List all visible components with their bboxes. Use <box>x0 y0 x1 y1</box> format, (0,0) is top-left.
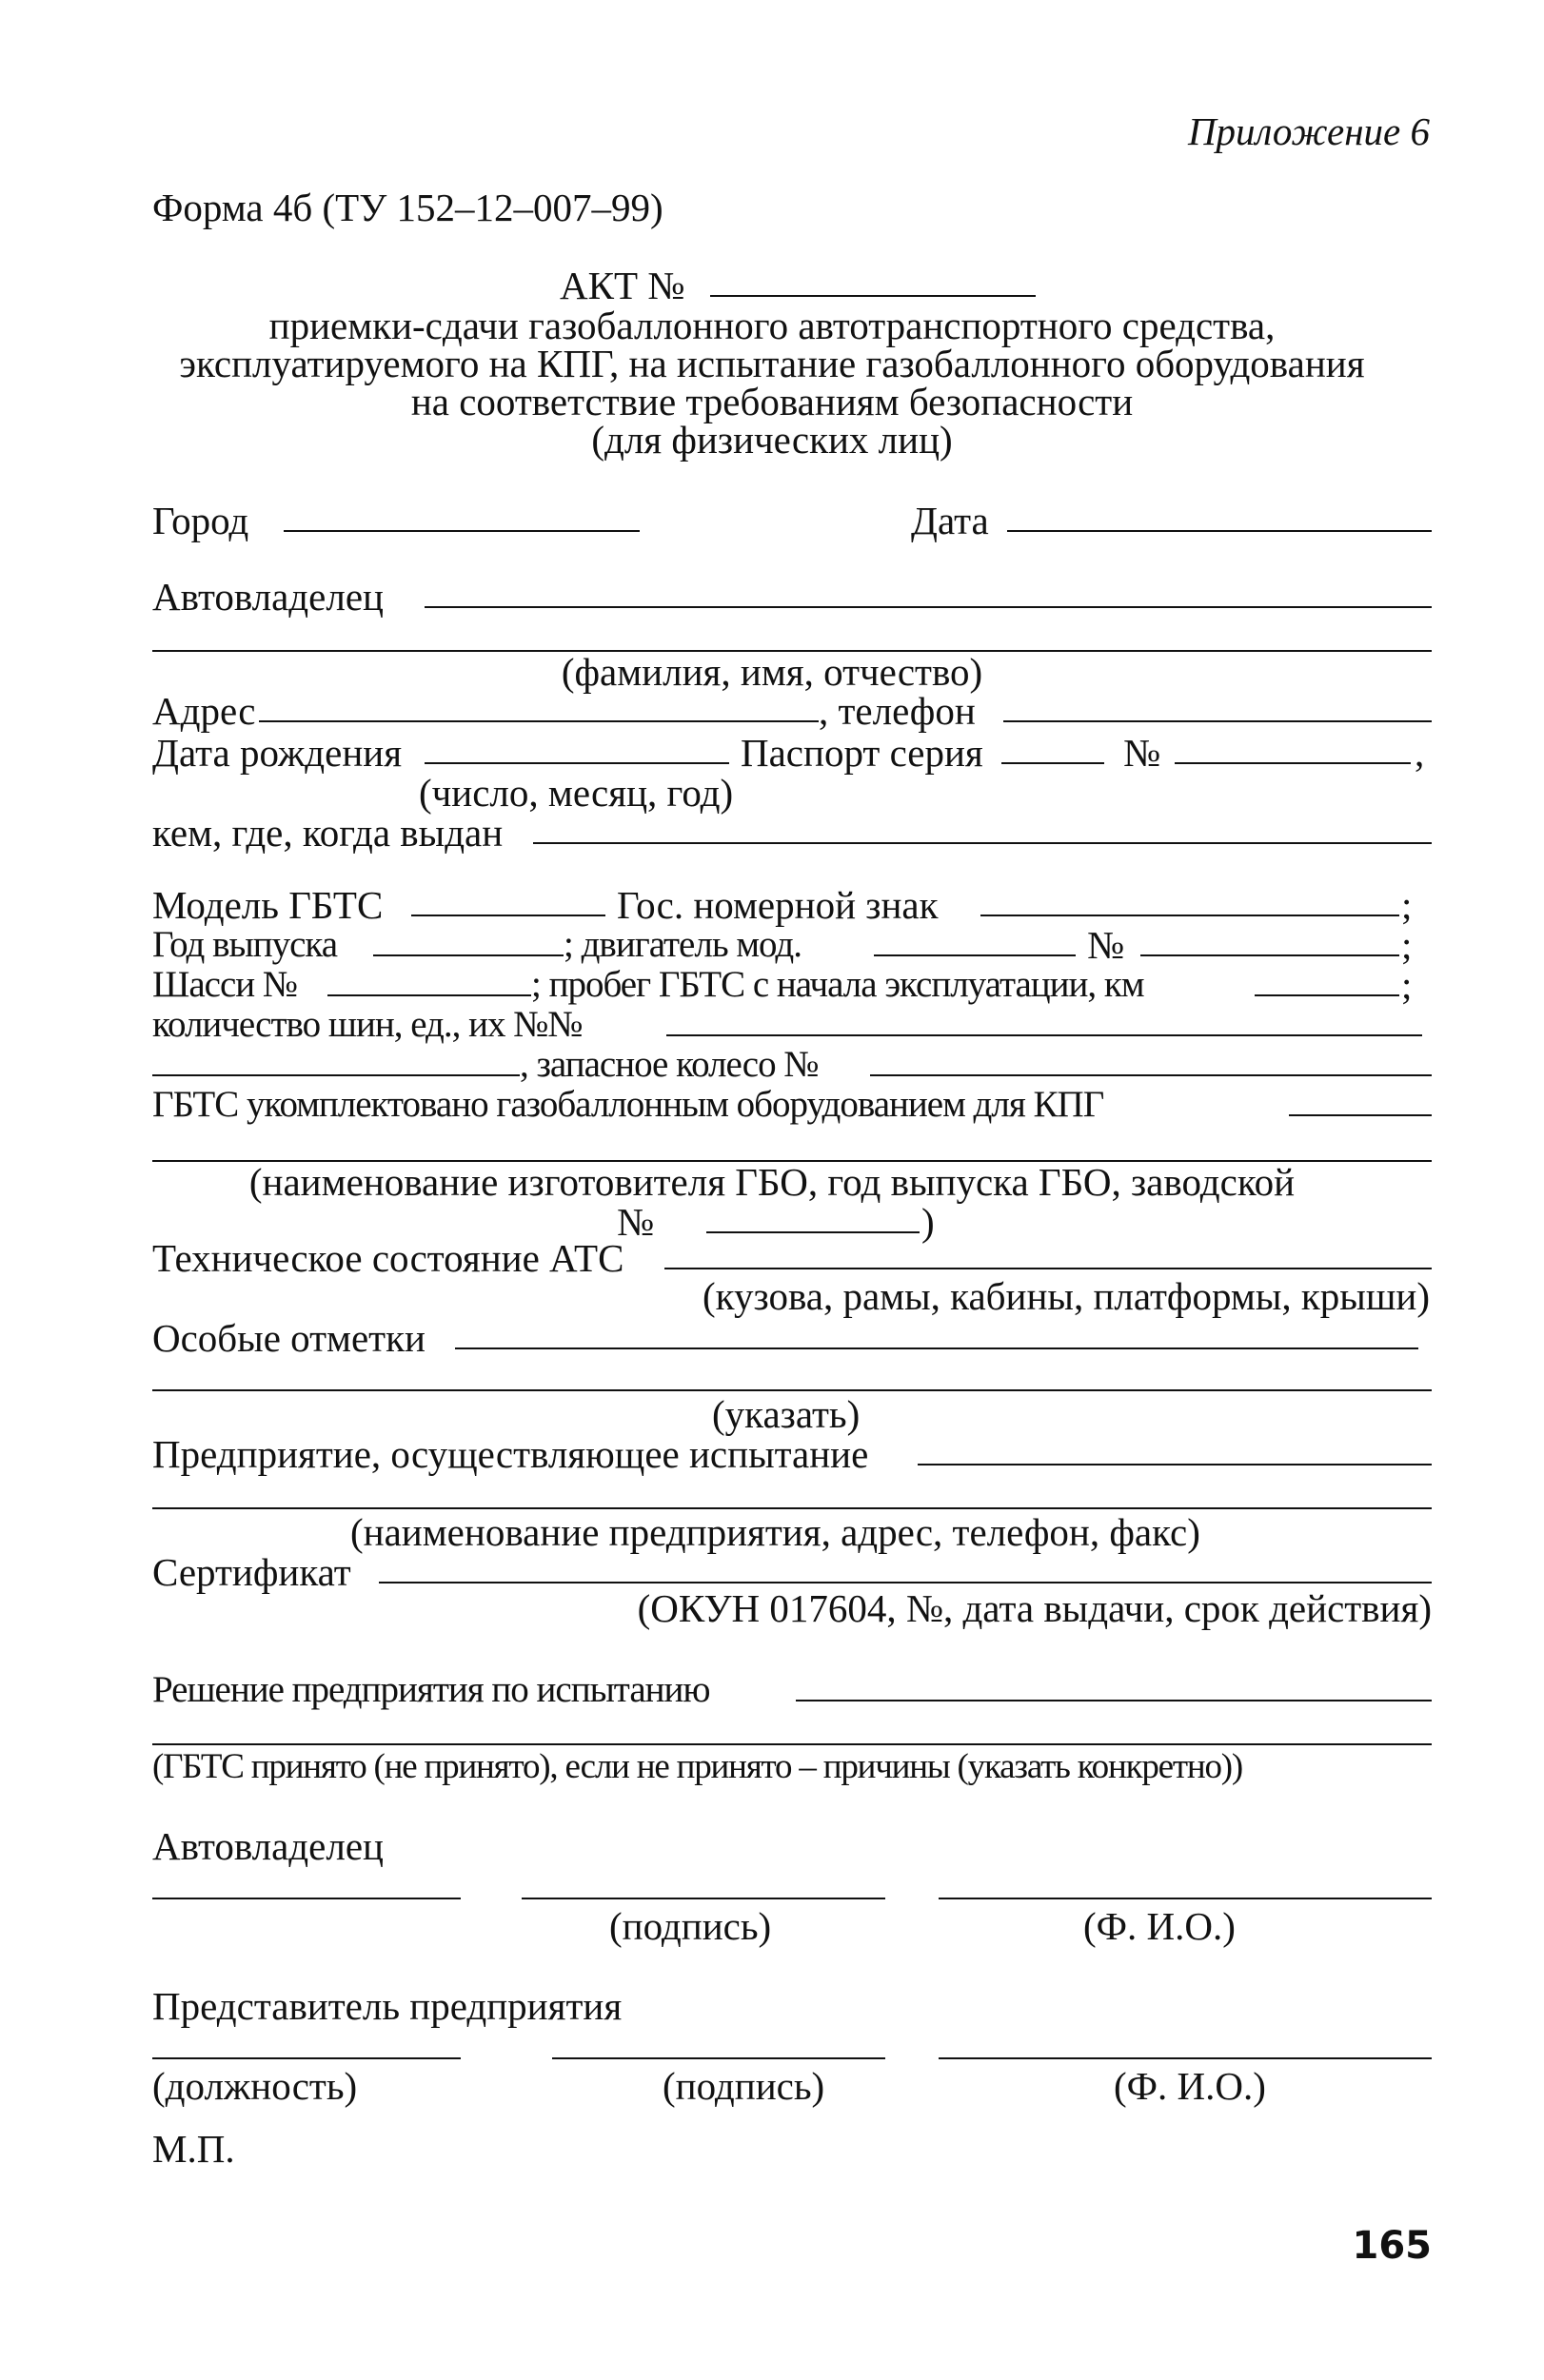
representative-title: Представитель предприятия <box>152 1984 623 2028</box>
owner-signature-line[interactable] <box>522 1898 885 1899</box>
owner-label: Автовладелец <box>152 575 384 619</box>
tires-field-line-2[interactable] <box>152 1074 520 1076</box>
manufacturer-hint: (наименование изготовителя ГБО, год выпуска ГБО, заводской <box>248 1160 1296 1204</box>
date-field[interactable] <box>1007 530 1432 532</box>
act-number-label: АКТ № <box>560 264 685 307</box>
engine-model-label: ; двигатель мод. <box>564 924 802 965</box>
address-field[interactable] <box>259 720 819 722</box>
rep-signature-line[interactable] <box>552 2057 885 2059</box>
engine-number-label: № <box>1087 923 1125 967</box>
owner-name-line[interactable] <box>939 1898 1432 1899</box>
tires-label: количество шин, ед., их №№ <box>152 1004 583 1045</box>
engine-semicolon: ; <box>1401 923 1413 967</box>
manufacturer-hint-close: ) <box>921 1200 935 1244</box>
rep-position-line[interactable] <box>152 2057 461 2059</box>
chassis-field[interactable] <box>327 994 531 996</box>
act-title-line-4: (для физических лиц) <box>591 418 953 462</box>
year-field[interactable] <box>373 954 564 956</box>
enterprise-label: Предприятие, осуществляющее испытание <box>152 1432 869 1476</box>
owner-name-hint: (Ф. И.О.) <box>1083 1904 1236 1948</box>
birth-date-label: Дата рождения <box>152 731 403 775</box>
decision-field-line-2[interactable] <box>152 1743 1432 1745</box>
appendix-label: Приложение 6 <box>1187 109 1430 153</box>
phone-field[interactable] <box>1003 720 1432 722</box>
chassis-label: Шасси № <box>152 964 298 1005</box>
page-number: 165 <box>1352 2224 1432 2268</box>
enterprise-field[interactable] <box>918 1464 1432 1465</box>
tires-field[interactable] <box>666 1034 1422 1036</box>
decision-hint: (ГБТС принято (не принято), если не принято – причины (указать конкретно)) <box>152 1747 1242 1786</box>
notes-field[interactable] <box>455 1347 1418 1349</box>
year-label: Год выпуска <box>152 924 338 965</box>
owner-hint: (фамилия, имя, отчество) <box>561 650 983 694</box>
birth-date-hint: (число, месяц, год) <box>419 771 734 815</box>
birth-date-field[interactable] <box>425 762 729 764</box>
rep-position-hint: (должность) <box>152 2064 358 2108</box>
mileage-semicolon: ; <box>1401 963 1413 1007</box>
passport-number-field[interactable] <box>1175 762 1411 764</box>
phone-label: , телефон <box>819 689 976 733</box>
passport-number-label: № <box>1123 731 1161 775</box>
decision-field[interactable] <box>796 1700 1432 1701</box>
certificate-hint: (ОКУН 017604, №, дата выдачи, срок действия) <box>637 1586 1432 1630</box>
rep-name-hint: (Ф. И.О.) <box>1114 2064 1266 2108</box>
rep-signature-hint: (подпись) <box>663 2064 825 2108</box>
enterprise-field-line-2[interactable] <box>152 1507 1432 1509</box>
manufacturer-number-label: № <box>617 1200 655 1244</box>
reg-plate-semicolon: ; <box>1401 883 1413 927</box>
issued-by-field[interactable] <box>533 842 1432 844</box>
act-title-line-2: эксплуатируемого на КПГ, на испытание газобаллонного оборудования <box>179 342 1365 385</box>
stamp-label: М.П. <box>152 2127 235 2171</box>
model-label: Модель ГБТС <box>152 883 384 927</box>
spare-wheel-field[interactable] <box>870 1074 1432 1076</box>
notes-field-line-2[interactable] <box>152 1389 1432 1391</box>
reg-plate-label: Гос. номерной знак <box>617 883 939 927</box>
condition-label: Техническое состояние АТС <box>152 1236 624 1280</box>
certificate-field[interactable] <box>379 1582 1432 1583</box>
act-number-line[interactable] <box>710 295 1036 297</box>
passport-series-label: Паспорт серия <box>741 731 983 775</box>
enterprise-hint: (наименование предприятия, адрес, телефон, факс) <box>350 1510 1200 1554</box>
passport-comma: , <box>1415 731 1425 775</box>
engine-number-field[interactable] <box>1140 954 1399 956</box>
rep-name-line[interactable] <box>939 2057 1432 2059</box>
city-field[interactable] <box>284 530 640 532</box>
mileage-field[interactable] <box>1255 994 1399 996</box>
engine-model-field[interactable] <box>874 954 1076 956</box>
form-reference: Форма 4б (ТУ 152–12–007–99) <box>152 186 663 229</box>
mileage-label: ; пробег ГБТС с начала эксплуатации, км <box>531 964 1144 1005</box>
notes-label: Особые отметки <box>152 1316 426 1360</box>
owner-signature-title: Автовладелец <box>152 1824 384 1868</box>
equipped-field[interactable] <box>1289 1114 1432 1116</box>
address-label: Адрес <box>152 689 256 733</box>
issued-by-label: кем, где, когда выдан <box>152 811 504 855</box>
owner-signature-hint: (подпись) <box>609 1904 772 1948</box>
certificate-label: Сертификат <box>152 1550 351 1594</box>
equipped-label: ГБТС укомплектовано газобаллонным оборудованием для КПГ <box>152 1084 1104 1125</box>
condition-field[interactable] <box>664 1268 1432 1269</box>
spare-wheel-label: , запасное колесо № <box>520 1044 819 1085</box>
model-field[interactable] <box>411 915 605 916</box>
owner-blank-line[interactable] <box>152 1898 461 1899</box>
act-title-line-1: приемки-сдачи газобаллонного автотранспортного средства, <box>268 304 1276 347</box>
manufacturer-number-field[interactable] <box>706 1231 920 1233</box>
city-label: Город <box>152 499 249 542</box>
date-label: Дата <box>911 499 989 542</box>
notes-hint: (указать) <box>712 1392 861 1436</box>
act-title-line-3: на соответствие требованиям безопасности <box>410 380 1134 423</box>
condition-hint: (кузова, рамы, кабины, платформы, крыши) <box>703 1274 1430 1318</box>
owner-field[interactable] <box>425 606 1432 608</box>
decision-label: Решение предприятия по испытанию <box>152 1669 710 1710</box>
passport-series-field[interactable] <box>1001 762 1104 764</box>
reg-plate-field[interactable] <box>980 915 1399 916</box>
